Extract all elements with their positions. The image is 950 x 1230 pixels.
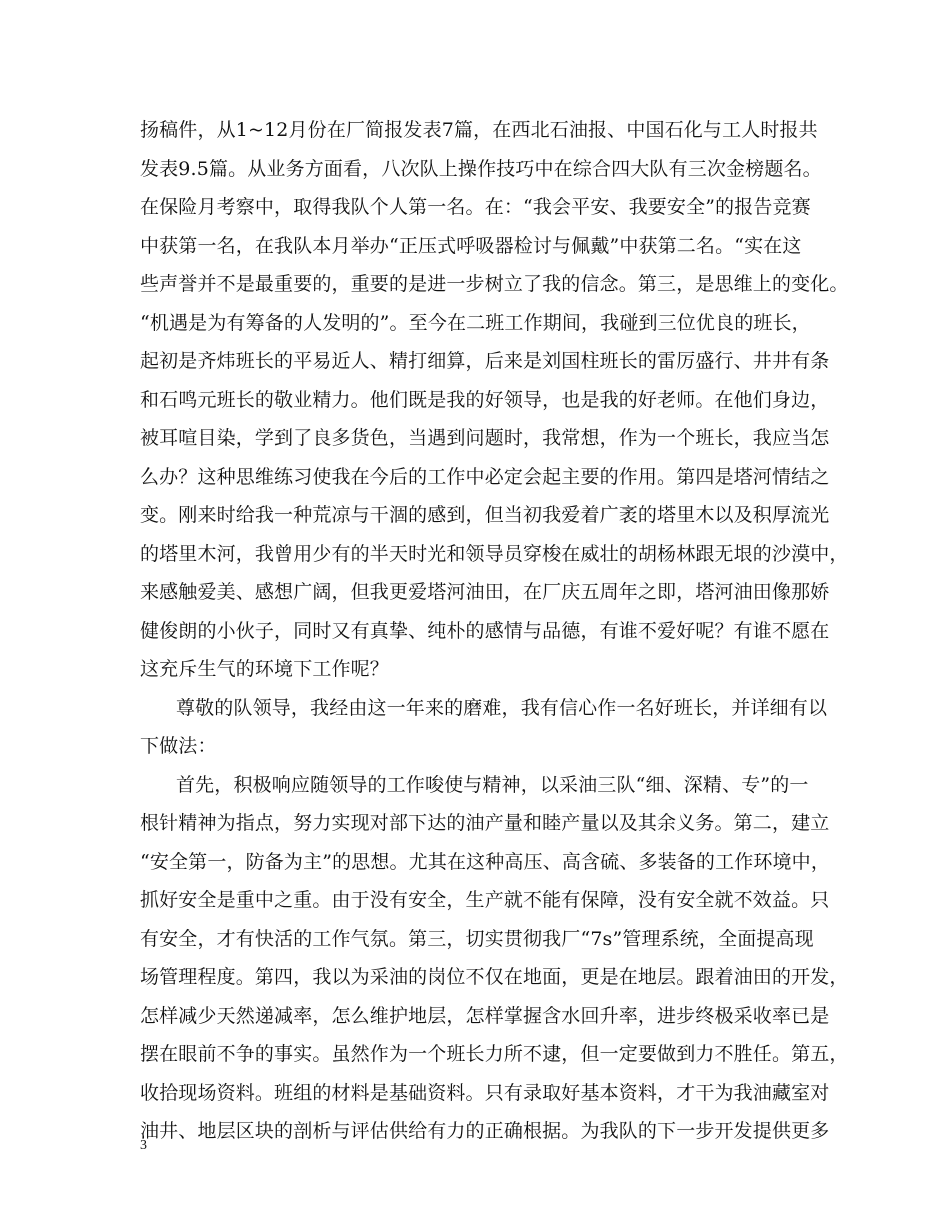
text-line: 抓好安全是重中之重。由于没有安全，生产就不能有保障，没有安全就不效益。只 — [140, 889, 830, 911]
text-line: 起初是齐炜班长的平易近人、精打细算，后来是刘国柱班长的雷厉盛行、井井有条 — [140, 350, 830, 372]
text-line: 摆在眼前不争的事实。虽然作为一个班长力所不逮，但一定要做到力不胜任。第五， — [140, 1043, 849, 1065]
text-line: 收拾现场资料。班组的材料是基础资料。只有录取好基本资料，才干为我油藏室对 — [140, 1081, 830, 1104]
paragraph-start-line: 首先，积极响应随领导的工作唆使与精神，以采油三队“细、深精、专”的一 — [176, 773, 809, 796]
text-line: 怎样减少天然递减率，怎么维护地层，怎样掌握含水回升率，进步终极采收率已是 — [140, 1004, 830, 1027]
text-line: 的塔里木河，我曾用少有的半天时光和领导员穿梭在威壮的胡杨林跟无垠的沙漠中， — [140, 542, 849, 565]
text-line: 下做法： — [140, 735, 217, 757]
text-line: 变。刚来时给我一种荒凉与干涸的感到，但当初我爱着广袤的塔里木以及积厚流光 — [140, 504, 830, 526]
text-line: 被耳喧目染，学到了良多货色，当遇到问题时，我常想，作为一个班长，我应当怎 — [140, 427, 830, 449]
page-number: 3 — [140, 1138, 147, 1153]
text-line: 根针精神为指点，努力实现对部下达的油产量和睦产量以及其余义务。第二，建立 — [140, 812, 830, 834]
text-line: 油井、地层区块的剖析与评估供给有力的正确根据。为我队的下一步开发提供更多 — [140, 1120, 830, 1142]
text-line: 发表9.5篇。从业务方面看，八次队上操作技巧中在综合四大队有三次金榜题名。 — [140, 157, 822, 180]
text-line: 这充斥生气的环境下工作呢？ — [140, 658, 389, 680]
text-line: 么办？这种思维练习使我在今后的工作中必定会起主要的作用。第四是塔河情结之 — [140, 465, 830, 488]
text-line: 中获第一名，在我队本月举办“正压式呼吸器检讨与佩戴”中获第二名。“实在这 — [140, 234, 802, 257]
text-line: 在保险月考察中，取得我队个人第一名。在：“我会平安、我要安全”的报告竞赛 — [140, 196, 811, 218]
text-line: 扬稿件，从1~12月份在厂简报发表7篇，在西北石油报、中国石化与工人时报共 — [140, 119, 818, 141]
body-text — [140, 111, 849, 1151]
text-line: “安全第一，防备为主”的思想。尤其在这种高压、高含硫、多装备的工作环境中， — [140, 850, 830, 873]
text-line: 有安全，才有快活的工作气氛。第三，切实贯彻我厂“7s”管理系统，全面提高现 — [140, 927, 814, 950]
text-line: 场管理程度。第四，我以为采油的岗位不仅在地面，更是在地层。跟着油田的开发， — [140, 966, 849, 988]
text-line: 和石鸣元班长的敬业精力。他们既是我的好领导，也是我的好老师。在他们身边， — [140, 388, 830, 411]
paragraph-start-line: 尊敬的队领导，我经由这一年来的磨难，我有信心作一名好班长，并详细有以 — [176, 696, 828, 719]
text-line: 健俊朗的小伙子，同时又有真挚、纯朴的感情与品德，有谁不爱好呢？有谁不愿在 — [140, 619, 830, 642]
text-line: 些声誉并不是最重要的，重要的是进一步树立了我的信念。第三，是思维上的变化。 — [140, 273, 849, 295]
text-line: “机遇是为有筹备的人发明的”。至今在二班工作期间，我碰到三位优良的班长， — [140, 311, 811, 334]
text-line: 来感触爱美、感想广阔，但我更爱塔河油田，在厂庆五周年之即，塔河油田像那娇 — [140, 581, 830, 603]
